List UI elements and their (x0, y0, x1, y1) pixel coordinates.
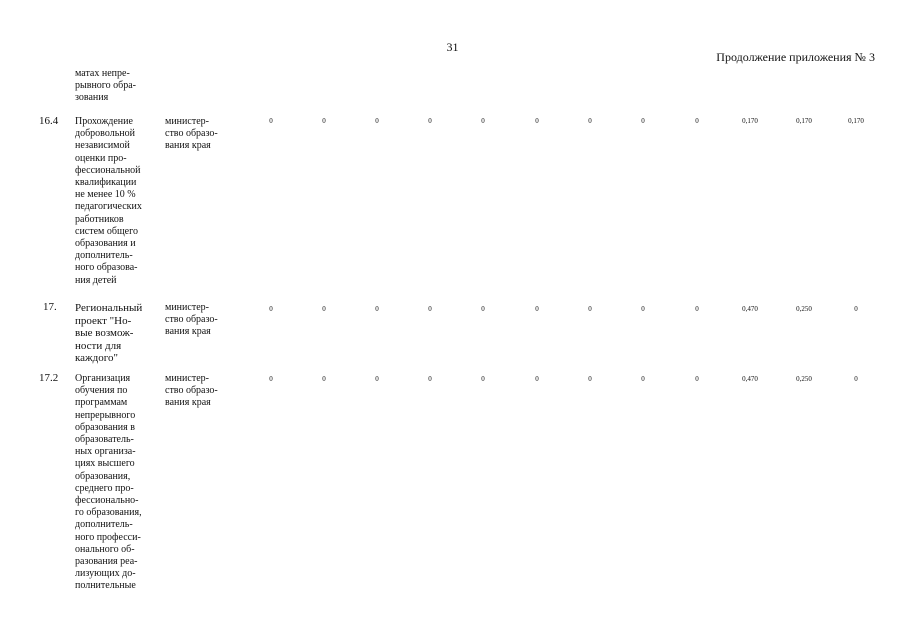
value-cell: 0 (695, 117, 699, 125)
value-cell: 0 (588, 117, 592, 125)
value-cell: 0 (481, 375, 485, 383)
value-cell: 0 (535, 305, 539, 313)
row-description: Организация обучения по программам непрерывного образования в образователь- ных организа- циях высшего образования, среднего про- фессионально- го образования, дополнитель- ного професси- онального об- разования реа- лизующих до- полнительные (75, 373, 142, 592)
value-cell: 0,470 (742, 375, 758, 383)
value-cell: 0,250 (796, 305, 812, 313)
value-cell: 0 (535, 375, 539, 383)
value-cell: 0 (695, 375, 699, 383)
value-cell: 0 (854, 375, 858, 383)
row-responsible: министер- ство образо- вания края (165, 116, 218, 152)
row-description: Прохождение добровольной независимой оценки про- фессиональной квалификации не менее 10 % педагогических работников систем общего образования и дополнитель- ного образова- ния детей (75, 116, 142, 286)
value-cell: 0 (269, 375, 273, 383)
value-cell: 0 (641, 117, 645, 125)
value-cell: 0 (481, 117, 485, 125)
value-cell: 0 (428, 375, 432, 383)
value-cell: 0 (322, 305, 326, 313)
value-cell: 0 (428, 117, 432, 125)
value-cell: 0,470 (742, 305, 758, 313)
page-number: 31 (446, 40, 459, 54)
value-cell: 0 (375, 117, 379, 125)
value-cell: 0 (375, 375, 379, 383)
continuation-label: Продолжение приложения № 3 (716, 50, 875, 64)
row-responsible: министер- ство образо- вания края (165, 373, 218, 409)
row-responsible: министер- ство образо- вания края (165, 302, 218, 338)
value-cell: 0 (428, 305, 432, 313)
value-cell: 0 (375, 305, 379, 313)
value-cell: 0,170 (742, 117, 758, 125)
value-cell: 0,250 (796, 375, 812, 383)
row-description: Региональный проект "Но- вые возмож- ности для каждого" (75, 302, 143, 364)
value-cell: 0 (269, 305, 273, 313)
value-cell: 0 (535, 117, 539, 125)
value-cell: 0 (269, 117, 273, 125)
value-cell: 0,170 (796, 117, 812, 125)
value-cell: 0 (588, 375, 592, 383)
value-cell: 0 (854, 305, 858, 313)
value-cell: 0 (322, 375, 326, 383)
value-cell: 0 (322, 117, 326, 125)
value-cell: 0 (641, 375, 645, 383)
row-number: 17.2 (39, 372, 59, 384)
value-cell: 0 (481, 305, 485, 313)
carryover-text: матах непре- рывного обра- зования (75, 68, 137, 104)
value-cell: 0 (641, 305, 645, 313)
value-cell: 0,170 (848, 117, 864, 125)
value-cell: 0 (588, 305, 592, 313)
row-number: 17. (43, 301, 57, 313)
value-cell: 0 (695, 305, 699, 313)
row-number: 16.4 (39, 115, 59, 127)
